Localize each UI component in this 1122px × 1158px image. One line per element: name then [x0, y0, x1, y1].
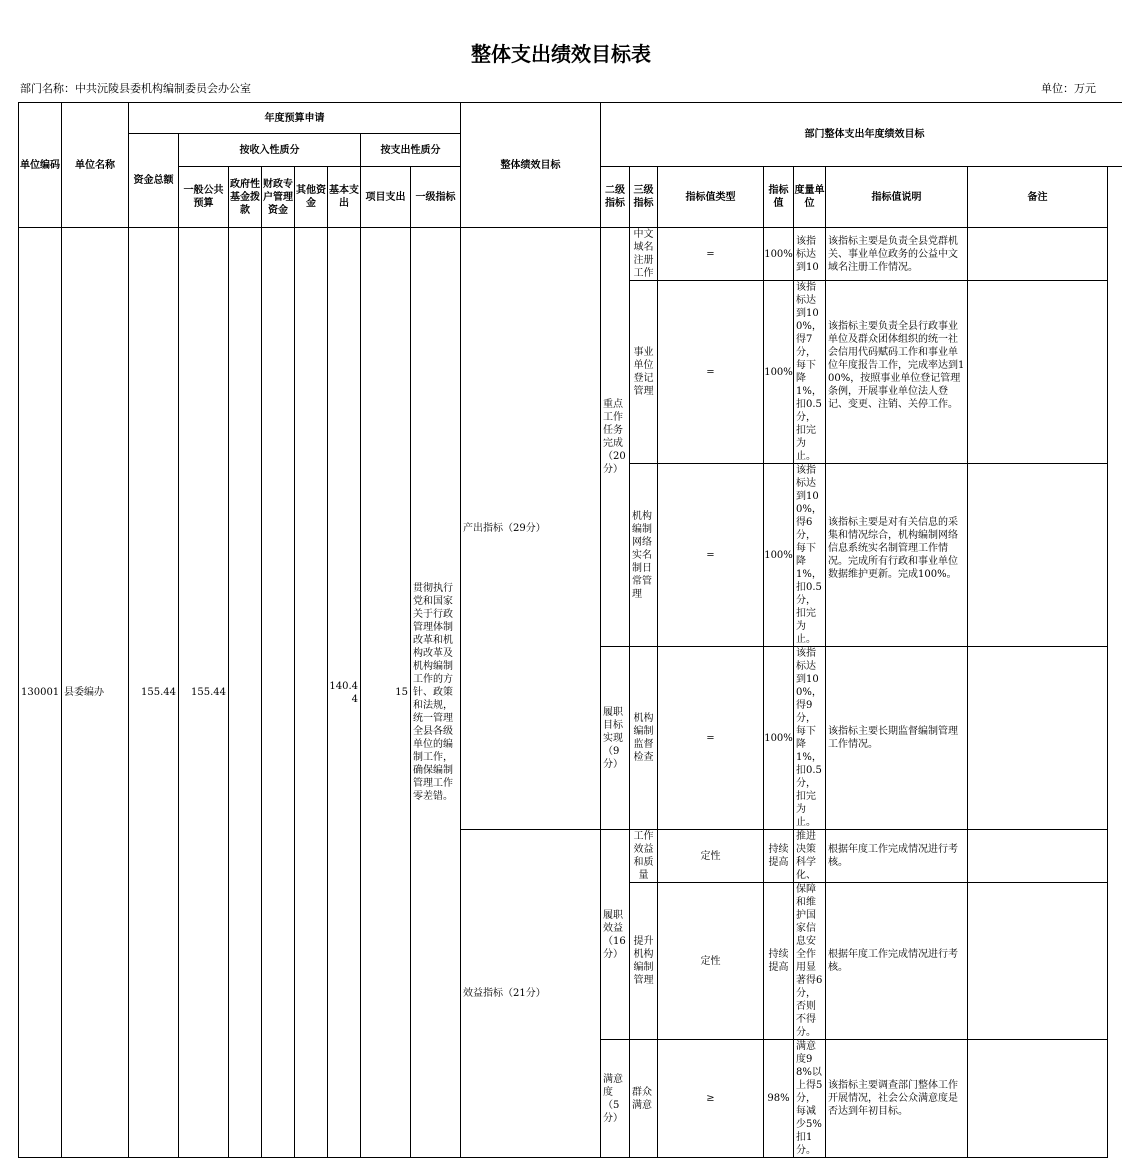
indicator-type: = [658, 647, 764, 830]
indicator-value: 100% [764, 281, 794, 464]
indicator-remark [968, 647, 1108, 830]
indicator-remark [968, 464, 1108, 647]
total-funds-cell: 155.44 [129, 228, 179, 1158]
indicator-desc [826, 281, 968, 464]
indicator-name: 机构编制网络实名制日常管理 [630, 464, 658, 647]
header-by-expense: 按支出性质分 [361, 134, 461, 167]
unit-name-cell: 县委编办 [62, 228, 129, 1158]
header-general-budget: 一般公共预算 [179, 167, 229, 228]
indicator-type: = [658, 464, 764, 647]
indicator-remark [968, 883, 1108, 1040]
table-row [19, 228, 1122, 281]
gov-fund-cell [229, 228, 262, 1158]
indicator-name: 提升机构编制管理 [630, 883, 658, 1040]
indicator-type: = [658, 228, 764, 281]
header-level3: 三级指标 [630, 167, 658, 228]
level2-key-tasks: 重点工作任务完成（20分） [601, 228, 630, 647]
indicator-name: 事业单位登记管理 [630, 281, 658, 464]
indicator-desc [826, 228, 968, 281]
indicator-value: 98% [764, 1040, 794, 1158]
indicator-type: 定性 [658, 830, 764, 883]
header-dept-goal: 部门整体支出年度绩效目标 [601, 103, 1122, 167]
general-budget-cell: 155.44 [179, 228, 229, 1158]
header-total-funds: 资金总额 [129, 134, 179, 228]
indicator-type: 定性 [658, 883, 764, 1040]
unit-code-cell: 130001 [19, 228, 62, 1158]
department-name: 部门名称：中共沅陵县委机构编制委员会办公室 [20, 80, 251, 96]
indicator-name: 群众满意 [630, 1040, 658, 1158]
header-unit-code: 单位编码 [19, 103, 62, 228]
indicator-remark [968, 281, 1108, 464]
indicator-measure: 该指标达到100%，得9分，每下降1%，扣0.5分，扣完为止。 [794, 647, 826, 830]
indicator-name: 机构编制监督检查 [630, 647, 658, 830]
indicator-desc-text: 该指标主要是对有关信息的采集和情况综合，机构编制网络信息系统实名制管理工作情况。完成所有行政和事业单位数据维护更新。完成100%。 [828, 517, 958, 580]
performance-table [18, 102, 1122, 1158]
indicator-desc-text: 该指标主要负责全县行政事业单位及群众团体组织的统一社会信用代码赋码工作和事业单位年度报告工作，完成率达到100%，按照事业单位登记管理条例，开展事业单位法人登记、变更、注销、关停工作。 [828, 321, 964, 410]
page-title: 整体支出绩效目标表 [0, 38, 1122, 67]
indicator-desc-text: 该指标主要是负责全县党群机关、事业单位政务的公益中文域名注册工作情况。 [828, 236, 958, 273]
indicator-value: 100% [764, 464, 794, 647]
indicator-value: 持续提高 [764, 830, 794, 883]
level1-output: 产出指标（29分） [461, 228, 601, 830]
header-remark: 备注 [968, 167, 1108, 228]
header-measure-unit: 度量单位 [794, 167, 826, 228]
indicator-desc: 该指标主要调查部门整体工作开展情况，社会公众满意度是否达到年初目标。 [826, 1040, 968, 1158]
header-value-desc: 指标值说明 [826, 167, 968, 228]
indicator-desc [826, 464, 968, 647]
level2-duty-effect: 履职效益（16分） [601, 830, 630, 1040]
level2-duty-goal: 履职目标实现（9分） [601, 647, 630, 830]
header-by-income: 按收入性质分 [179, 134, 361, 167]
header-value: 指标值 [764, 167, 794, 228]
indicator-measure: 满意度98%以上得5分，每减少5%扣1分。 [794, 1040, 826, 1158]
indicator-type: ≥ [658, 1040, 764, 1158]
header-project-expense: 项目支出 [361, 167, 411, 228]
indicator-remark [968, 228, 1108, 281]
header-overall-goal: 整体绩效目标 [461, 103, 601, 228]
project-expense-cell: 15 [361, 228, 411, 1158]
header-gov-fund: 政府性基金拨款 [229, 167, 262, 228]
indicator-value: 持续提高 [764, 883, 794, 1040]
indicator-desc: 该指标主要长期监督编制管理工作情况。 [826, 647, 968, 830]
header-fiscal-special: 财政专户管理资金 [262, 167, 295, 228]
indicator-measure-text: 推进决策科学化、 [796, 831, 822, 882]
indicator-measure: 该指标达到100%，得7分，每下降1%，扣0.5分，扣完为止。 [794, 281, 826, 464]
basic-expense-cell: 140.44 [328, 228, 361, 1158]
fiscal-special-cell [262, 228, 295, 1158]
indicator-measure: 保障和维护国家信息安全作用显著得6分，否则不得分。 [794, 883, 826, 1040]
indicator-value: 100% [764, 647, 794, 830]
level2-satisfaction: 满意度（5分） [601, 1040, 630, 1158]
indicator-desc: 根据年度工作完成情况进行考核。 [826, 830, 968, 883]
header-level1: 一级指标 [411, 167, 461, 228]
indicator-desc: 根据年度工作完成情况进行考核。 [826, 883, 968, 1040]
currency-unit: 单位：万元 [1041, 80, 1096, 96]
indicator-value: 100% [764, 228, 794, 281]
header-value-type: 指标值类型 [658, 167, 764, 228]
indicator-measure [794, 228, 826, 281]
header-level2: 二级指标 [601, 167, 630, 228]
indicator-measure [794, 830, 826, 883]
header-basic-expense: 基本支出 [328, 167, 361, 228]
overall-goal-cell: 贯彻执行党和国家关于行政管理体制改革和机构改革及机构编制工作的方针、政策和法规，统一管理全县各级单位的编制工作，确保编制管理工作零差错。 [411, 228, 461, 1158]
level1-effect: 效益指标（21分） [461, 830, 601, 1158]
indicator-name: 工作效益和质量 [630, 830, 658, 883]
indicator-measure: 该指标达到100%，得6分，每下降1%，扣0.5分，扣完为止。 [794, 464, 826, 647]
other-funds-cell [295, 228, 328, 1158]
indicator-remark [968, 830, 1108, 883]
header-other-funds: 其他资金 [295, 167, 328, 228]
indicator-measure-text: 该指标达到10 [796, 236, 822, 273]
header-annual-budget: 年度预算申请 [129, 103, 461, 134]
indicator-name: 中文域名注册工作 [630, 228, 658, 281]
indicator-remark [968, 1040, 1108, 1158]
header-unit-name: 单位名称 [62, 103, 129, 228]
indicator-type: = [658, 281, 764, 464]
